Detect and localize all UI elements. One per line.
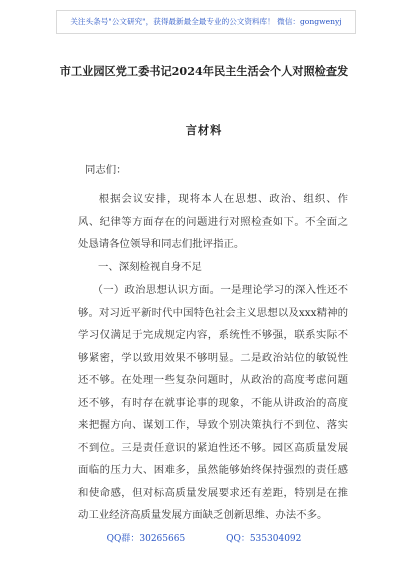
document-title-continued: 言材料 [185,123,223,137]
footer-contact [0,531,408,544]
document-title: 市工业园区党工委书记2024年民主生活会个人对照检查发 [59,64,349,78]
section-heading: 一、深刻检视自身不足 [98,261,202,273]
qq-number: QQ：535304092 [226,534,302,544]
greeting: 同志们： [85,164,127,176]
qq-group-number: QQ群：30265665 [106,534,186,544]
intro-paragraph: 根据会议安排，现将本人在思想、政治、组织、作风、纪律等方面存在的问题进行对照检查如下。不全面之处恳请各位领导和同志们批评指正。 [78,193,348,250]
header-banner: 关注头条号"公文研究"，获得最新最全最专业的公文资料库！ 微信：gongwenyj [56,10,356,34]
body-paragraph: （一）政治思想认识方面。一是理论学习的深入性还不够。对习近平新时代中国特色社会主义思想以及xxx精神的学习仅满足于完成规定内容，系统性不够强，联系实际不够紧密，学以致用效果不够明显。二是政治站位的敏锐性还不够。在处理一些复杂问题时，从政治的高度考虑问题还不够，有时存在就事论事的现象，不能从讲政治的高度来把握方向、谋划工作，导致个别决策执行不到位、落实不到位。三是责任意识的紧迫性还不够。园区高质量发展面临的压力大、困难多，虽然能够始终保持强烈的责任感和使命感，但对标高质量发展要求还有差距，特别是在推动工业经济高质量发展方面缺乏创新思维、办法不多。 [78,284,348,521]
